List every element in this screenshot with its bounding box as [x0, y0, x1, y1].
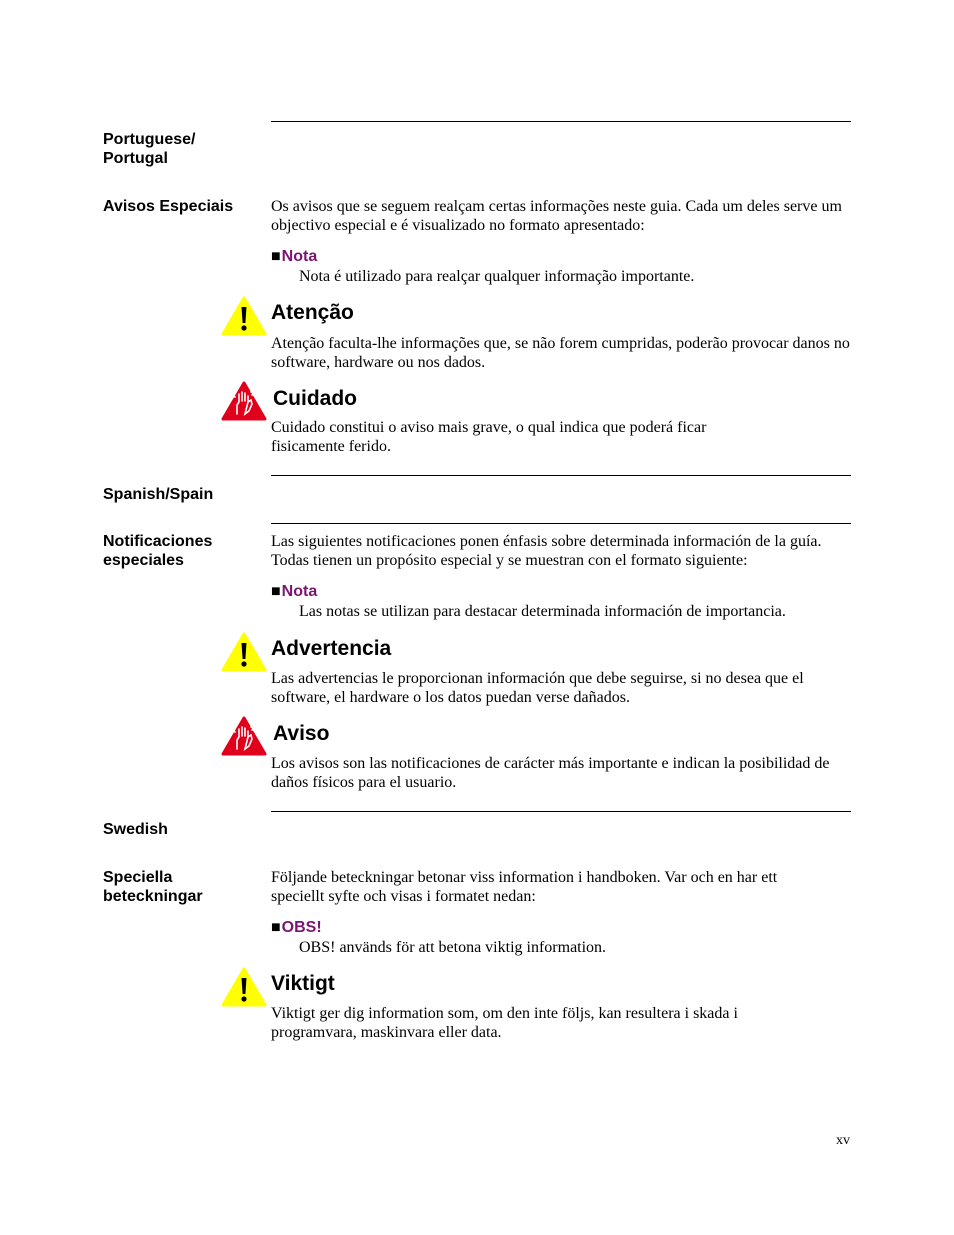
- caution-title: Aviso: [273, 722, 330, 745]
- note-label: ■Nota: [271, 248, 318, 265]
- warning-text: Atenção faculta-lhe informações que, se não forem cumpridas, poderão provocar danos no software, hardware ou nos dados.: [271, 335, 850, 371]
- caution-text: Los avisos son las notificaciones de carácter más importante e indican la posibilidad de daños físicos para el usuario.: [271, 755, 830, 791]
- note-label: ■OBS!: [271, 919, 322, 936]
- square-bullet-icon: ■: [271, 248, 281, 265]
- section-heading: Avisos Especiais: [103, 198, 234, 215]
- note-text: Nota é utilizado para realçar qualquer informação importante.: [299, 268, 695, 285]
- language-label: Swedish: [103, 821, 168, 838]
- section-divider: [271, 523, 851, 524]
- caution-text: Cuidado constitui o aviso mais grave, o qual indica que poderá ficar fisicamente ferido.: [271, 419, 707, 455]
- square-bullet-icon: ■: [271, 919, 281, 936]
- note-text: Las notas se utilizan para destacar determinada información de importancia.: [299, 603, 786, 620]
- intro-text: Os avisos que se seguem realçam certas informações neste guia. Cada um deles serve um objectivo especial e é visualizado no formato apresentado:: [271, 198, 842, 234]
- language-label: Spanish/Spain: [103, 486, 214, 503]
- section-heading: Speciella beteckningar: [103, 869, 203, 905]
- language-label: Portuguese/ Portugal: [103, 131, 196, 167]
- section-divider: [271, 121, 851, 122]
- intro-text: Las siguientes notificaciones ponen énfasis sobre determinada información de la guía. Todas tienen un propósito especial y se muestran con el formato siguiente:: [271, 533, 822, 569]
- square-bullet-icon: ■: [271, 583, 281, 600]
- section-divider: [271, 811, 851, 812]
- caution-title: Cuidado: [273, 387, 357, 410]
- note-label: ■Nota: [271, 583, 318, 600]
- section-heading: Notificaciones especiales: [103, 533, 213, 569]
- hand-hazard-icon: [221, 381, 267, 421]
- warning-title: Viktigt: [271, 972, 335, 995]
- exclamation-triangle-icon: [221, 296, 267, 336]
- warning-text: Viktigt ger dig information som, om den inte följs, kan resultera i skada i programvara, maskinvara eller data.: [271, 1005, 738, 1041]
- hand-hazard-icon: [221, 716, 267, 756]
- exclamation-triangle-icon: [221, 967, 267, 1007]
- warning-text: Las advertencias le proporcionan información que debe seguirse, si no desea que el software, el hardware o los datos puedan verse dañados.: [271, 670, 804, 706]
- section-divider: [271, 475, 851, 476]
- warning-title: Advertencia: [271, 637, 392, 660]
- exclamation-triangle-icon: [221, 632, 267, 672]
- page-number: xv: [836, 1133, 850, 1148]
- note-text: OBS! används för att betona viktig information.: [299, 939, 607, 956]
- warning-title: Atenção: [271, 301, 354, 324]
- intro-text: Följande beteckningar betonar viss information i handboken. Var och en har ett speciellt syfte och visas i formatet nedan:: [271, 869, 778, 905]
